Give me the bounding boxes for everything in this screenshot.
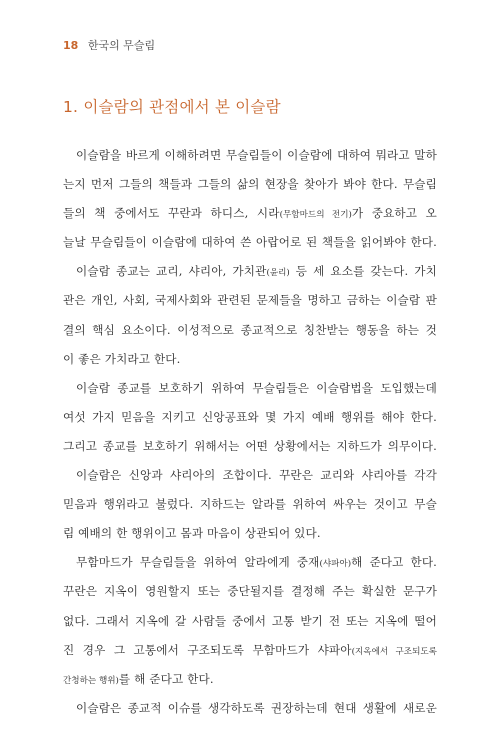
line-text: 이슬람은 신앙과 샤리아의 조합이다. 꾸란은 교리와 샤리아를 각각	[76, 468, 437, 483]
line-text: 해 준다고 한다.	[351, 555, 438, 570]
line-text: 진 경우 그 고통에서 구조되도록 무함마드가 샤파아	[63, 642, 352, 657]
line-text: 그리고 종교를 보호하기 위해서는 어떤 상황에서는 지하드가 의무이다.	[63, 438, 437, 453]
text-line	[63, 403, 437, 432]
text-line	[63, 345, 437, 374]
line-text: 등 세 요소를 갖는다. 가치	[289, 264, 437, 279]
body-text	[63, 141, 437, 723]
annotation-text: (샤파아)	[319, 559, 352, 570]
text-line	[63, 490, 437, 519]
text-line	[63, 228, 437, 257]
line-text: 를 해 준다고 한다.	[118, 671, 214, 686]
text-line	[63, 199, 437, 228]
book-title: 한국의 무슬림	[87, 39, 156, 52]
line-text: 들의 책 중에서도 꾸란과 하디스, 시라	[63, 206, 280, 221]
text-line	[63, 519, 437, 548]
line-text: 여섯 가지 믿음을 지키고 신앙공표와 몇 가지 예배 행위를 해야 한다.	[63, 409, 437, 424]
text-line	[63, 286, 437, 315]
line-text: 결의 핵심 요소이다. 이성적으로 종교적으로 칭찬받는 행동을 하는 것	[63, 322, 437, 337]
text-line	[63, 170, 437, 199]
page-number: 18	[63, 39, 79, 52]
line-text: 이슬람 종교는 교리, 샤리아, 가치관	[76, 264, 267, 279]
annotation-text: 간청하는 행위)	[63, 675, 119, 686]
line-text: 이슬람은 종교적 이슈를 생각하도록 권장하는데 현대 생활에 새로운	[76, 700, 437, 715]
text-line	[63, 432, 437, 461]
text-line	[63, 316, 437, 345]
text-line	[63, 607, 437, 636]
text-line	[63, 461, 437, 490]
line-text: 관은 개인, 사회, 국제사회와 관련된 문제들을 명하고 금하는 이슬람 판	[63, 293, 437, 308]
line-text: 없다. 그래서 지옥에 갈 사람들 중에서 고통 받기 전 또는 지옥에 떨어	[63, 613, 437, 628]
text-line	[63, 548, 437, 577]
line-text: 늘날 무슬림들이 이슬람에 대하여 쓴 아랍어로 된 책들을 읽어봐야 한다.	[63, 235, 437, 250]
text-line	[63, 141, 437, 170]
text-line	[63, 577, 437, 606]
line-text: 림 예배의 한 행위이고 몸과 마음이 상관되어 있다.	[63, 526, 321, 541]
text-line	[63, 694, 437, 723]
line-text: 가 중요하고 오	[351, 206, 437, 221]
section-title: 1. 이슬람의 관점에서 본 이슬람	[63, 98, 281, 116]
text-line	[63, 374, 437, 403]
text-line	[63, 257, 437, 286]
line-text: 이슬람 종교를 보호하기 위하여 무슬림들은 이슬람법을 도입했는데	[76, 380, 437, 395]
line-text: 믿음과 행위라고 불렀다. 지하드는 알라를 위하여 싸우는 것이고 무슬	[63, 497, 437, 512]
line-text: 꾸란은 지옥이 영원할지 또는 중단될지를 결정해 주는 확실한 문구가	[63, 584, 437, 599]
running-head	[63, 37, 155, 53]
annotation-text: (무함마드의 전기)	[279, 210, 352, 221]
annotation-text: (윤리)	[266, 268, 290, 279]
line-text: 무함마드가 무슬림들을 위하여 알라에게 중재	[76, 555, 320, 570]
annotation-text: (지옥에서 구조되도록	[351, 646, 437, 657]
line-text: 는지 먼저 그들의 책들과 그들의 삶의 현장을 찾아가 봐야 한다. 무슬림	[63, 177, 437, 192]
line-text: 이슬람을 바르게 이해하려면 무슬림들이 이슬람에 대하여 뭐라고 말하	[76, 148, 437, 162]
text-line	[63, 665, 437, 694]
text-line	[63, 636, 437, 665]
line-text: 이 좋은 가치라고 한다.	[63, 351, 181, 366]
